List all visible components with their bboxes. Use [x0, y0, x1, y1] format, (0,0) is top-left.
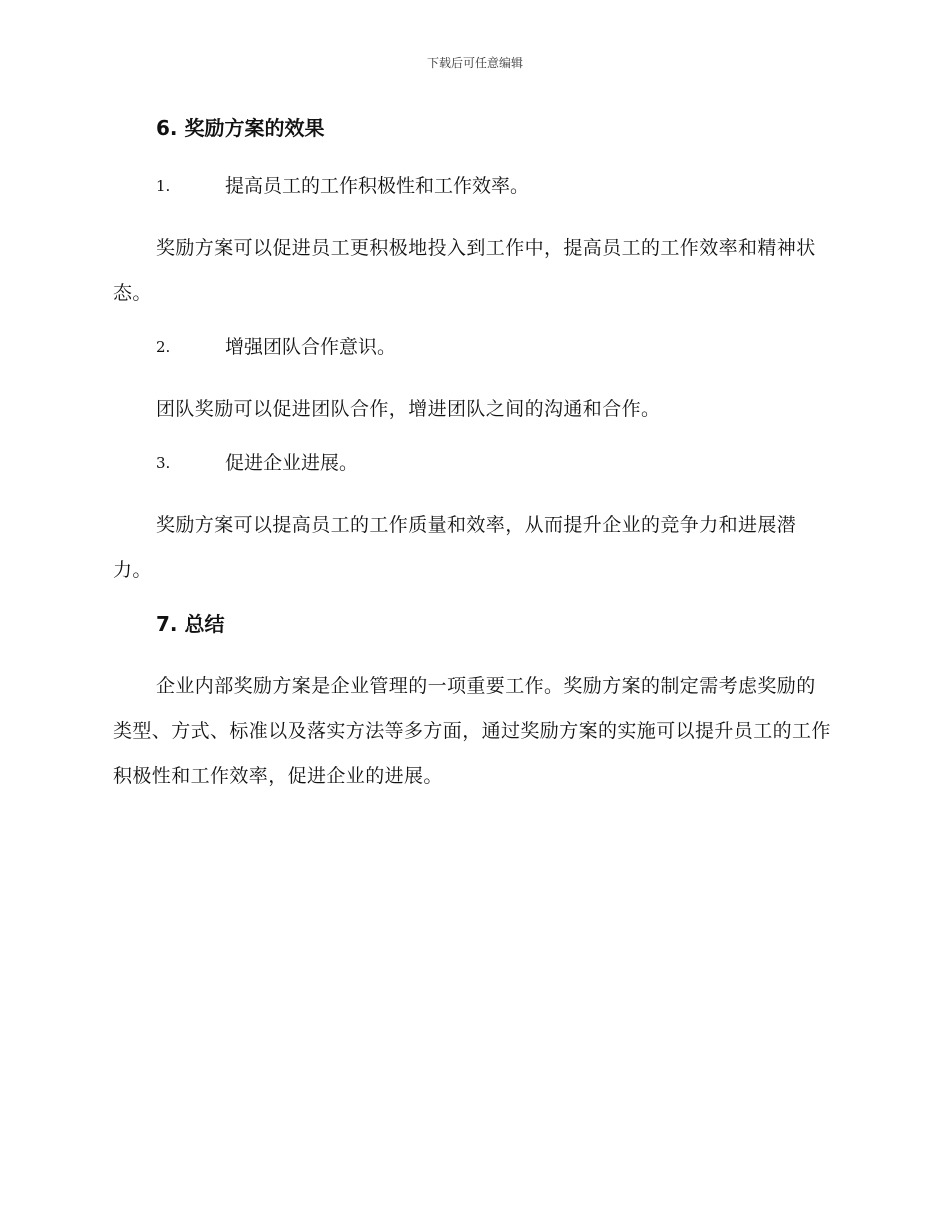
document-body [113, 110, 833, 812]
item-number: 2. [156, 338, 171, 356]
numbered-item-3 [113, 445, 833, 481]
item-title: 增强团队合作意识。 [225, 336, 397, 358]
item-number: 3. [156, 454, 171, 472]
section-heading-summary: 7. 总结 [156, 612, 225, 636]
paragraph-summary: 企业内部奖励方案是企业管理的一项重要工作。奖励方案的制定需考虑奖励的类型、方式、标准以及落实方法等多方面，通过奖励方案的实施可以提升员工的工作积极性和工作效率，促进企业的进展。 [113, 675, 831, 787]
paragraph-item-1: 奖励方案可以促进员工更积极地投入到工作中，提高员工的工作效率和精神状态。 [113, 237, 816, 304]
section-heading-effects: 6. 奖励方案的效果 [156, 116, 325, 140]
item-title: 提高员工的工作积极性和工作效率。 [225, 175, 530, 197]
item-title: 促进企业进展。 [225, 452, 359, 474]
paragraph-item-2: 团队奖励可以促进团队合作，增进团队之间的沟通和合作。 [156, 398, 661, 420]
numbered-item-1 [113, 168, 833, 204]
item-number: 1. [156, 177, 171, 195]
header-note: 下载后可任意编辑 [426, 56, 523, 70]
paragraph-item-3: 奖励方案可以提高员工的工作质量和效率，从而提升企业的竞争力和进展潜力。 [113, 514, 797, 581]
numbered-item-2 [113, 329, 833, 365]
